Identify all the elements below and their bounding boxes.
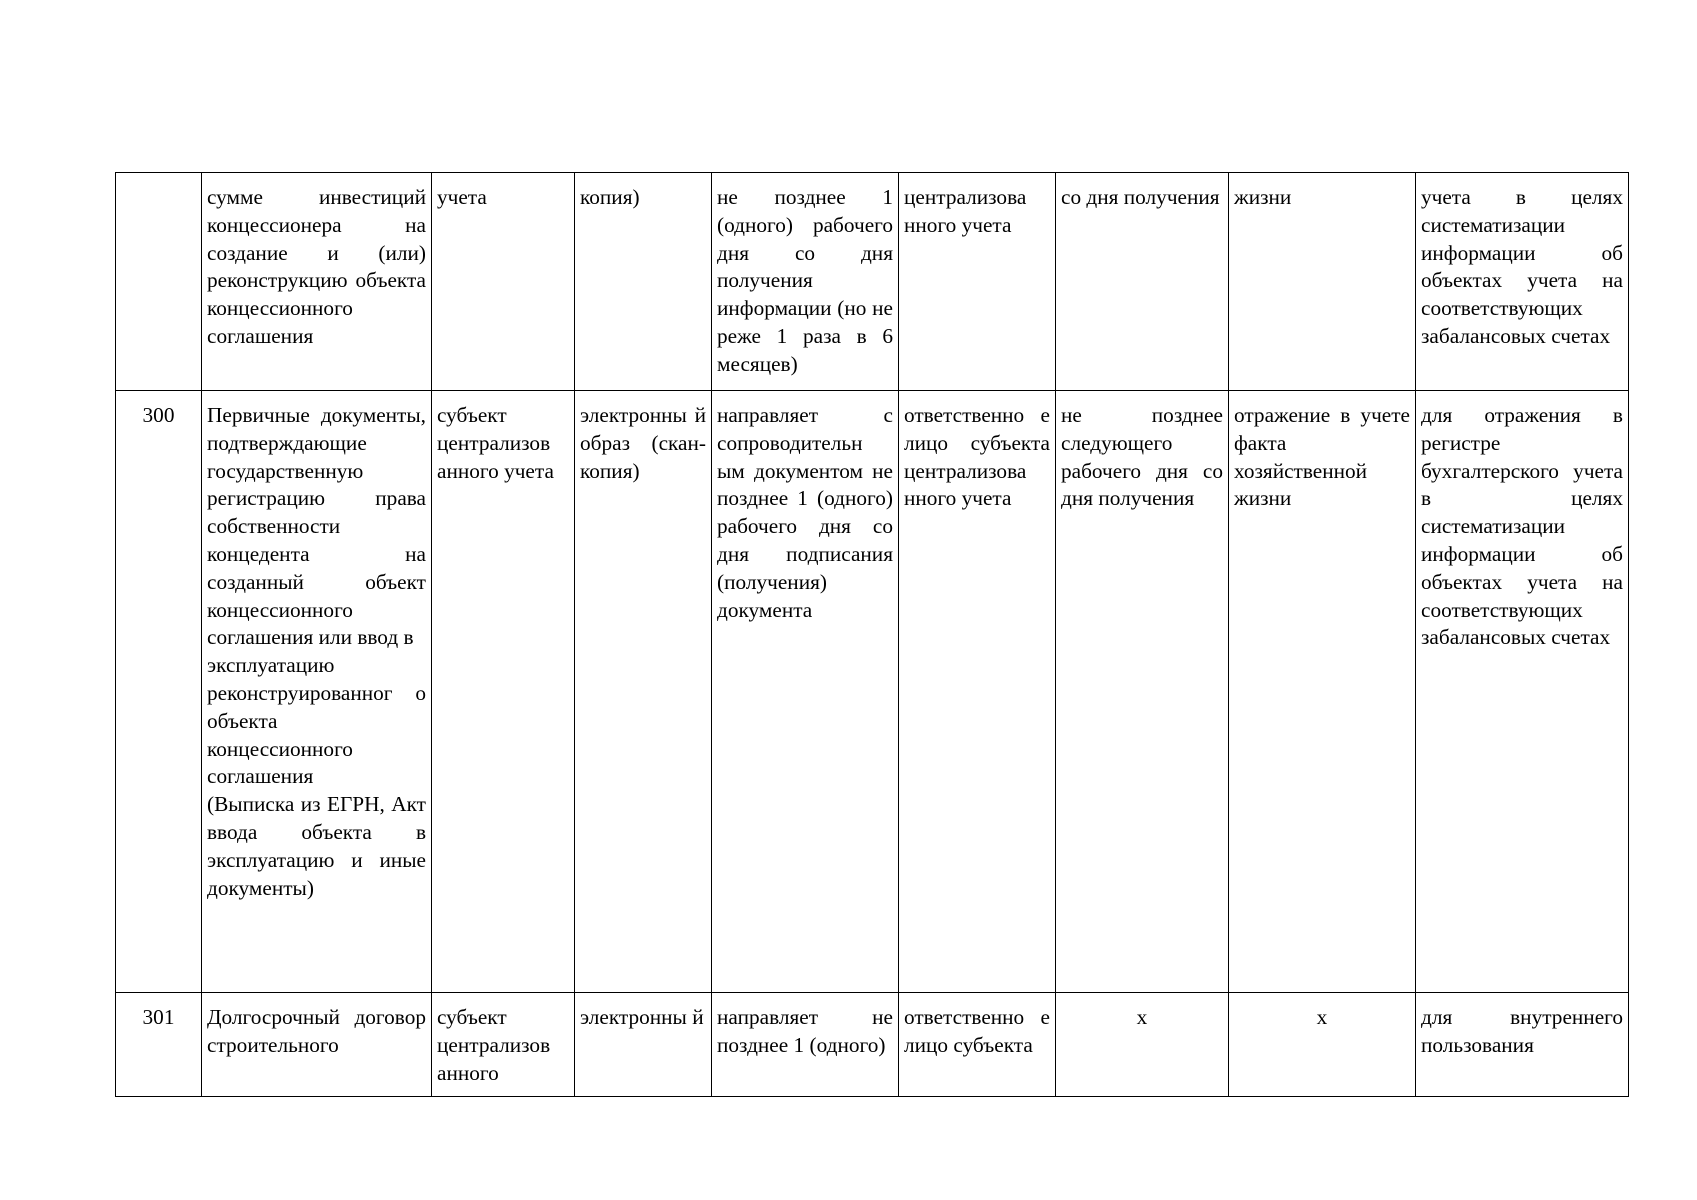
document-table xyxy=(115,172,1629,1097)
usage-cell: учета в целях систематизации информации об объектах учета на соответствующих забалансовых счетах xyxy=(1416,173,1629,391)
purpose-cell: х xyxy=(1229,993,1416,1097)
row-number: 301 xyxy=(116,993,202,1097)
sender-cell: субъект централизов анного xyxy=(432,993,575,1097)
check-term-cell: со дня получения xyxy=(1056,173,1229,391)
document-name-cell: сумме инвестиций концессионера на создание и (или) реконструкцию объекта концессионного соглашения xyxy=(202,173,432,391)
row-number xyxy=(116,173,202,391)
term-cell: направляет с сопроводительн ым документом не позднее 1 (одного) рабочего дня со дня подписания (получения) документа xyxy=(712,391,899,993)
check-term-cell: не позднее следующего рабочего дня со дня получения xyxy=(1056,391,1229,993)
purpose-cell: жизни xyxy=(1229,173,1416,391)
document-name-cell: Долгосрочный договор строительного xyxy=(202,993,432,1097)
purpose-cell: отражение в учете факта хозяйственной жизни xyxy=(1229,391,1416,993)
term-cell: направляет не позднее 1 (одного) xyxy=(712,993,899,1097)
table-row xyxy=(116,173,1629,391)
responsible-cell: ответственно е лицо субъекта xyxy=(899,993,1056,1097)
sender-cell: субъект централизов анного учета xyxy=(432,391,575,993)
form-cell: электронны й образ (скан-копия) xyxy=(575,391,712,993)
table-row xyxy=(116,391,1629,993)
responsible-cell: централизова нного учета xyxy=(899,173,1056,391)
usage-cell: для отражения в регистре бухгалтерского учета в целях систематизации информации об объектах учета на соответствующих забалансовых счетах xyxy=(1416,391,1629,993)
responsible-cell: ответственно е лицо субъекта централизова нного учета xyxy=(899,391,1056,993)
table-row xyxy=(116,993,1629,1097)
document-name-cell: Первичные документы, подтверждающие государственную регистрацию права собственности концедента на созданный объект концессионного соглашения или ввод в эксплуатацию реконструированног о объекта концессионного соглашения (Выписка из ЕГРН, Акт ввода объекта в эксплуатацию и иные документы) xyxy=(202,391,432,993)
check-term-cell: х xyxy=(1056,993,1229,1097)
term-cell: не позднее 1 (одного) рабочего дня со дня получения информации (но не реже 1 раза в 6 месяцев) xyxy=(712,173,899,391)
form-cell: копия) xyxy=(575,173,712,391)
sender-cell: учета xyxy=(432,173,575,391)
usage-cell: для внутреннего пользования xyxy=(1416,993,1629,1097)
form-cell: электронны й xyxy=(575,993,712,1097)
row-number: 300 xyxy=(116,391,202,993)
